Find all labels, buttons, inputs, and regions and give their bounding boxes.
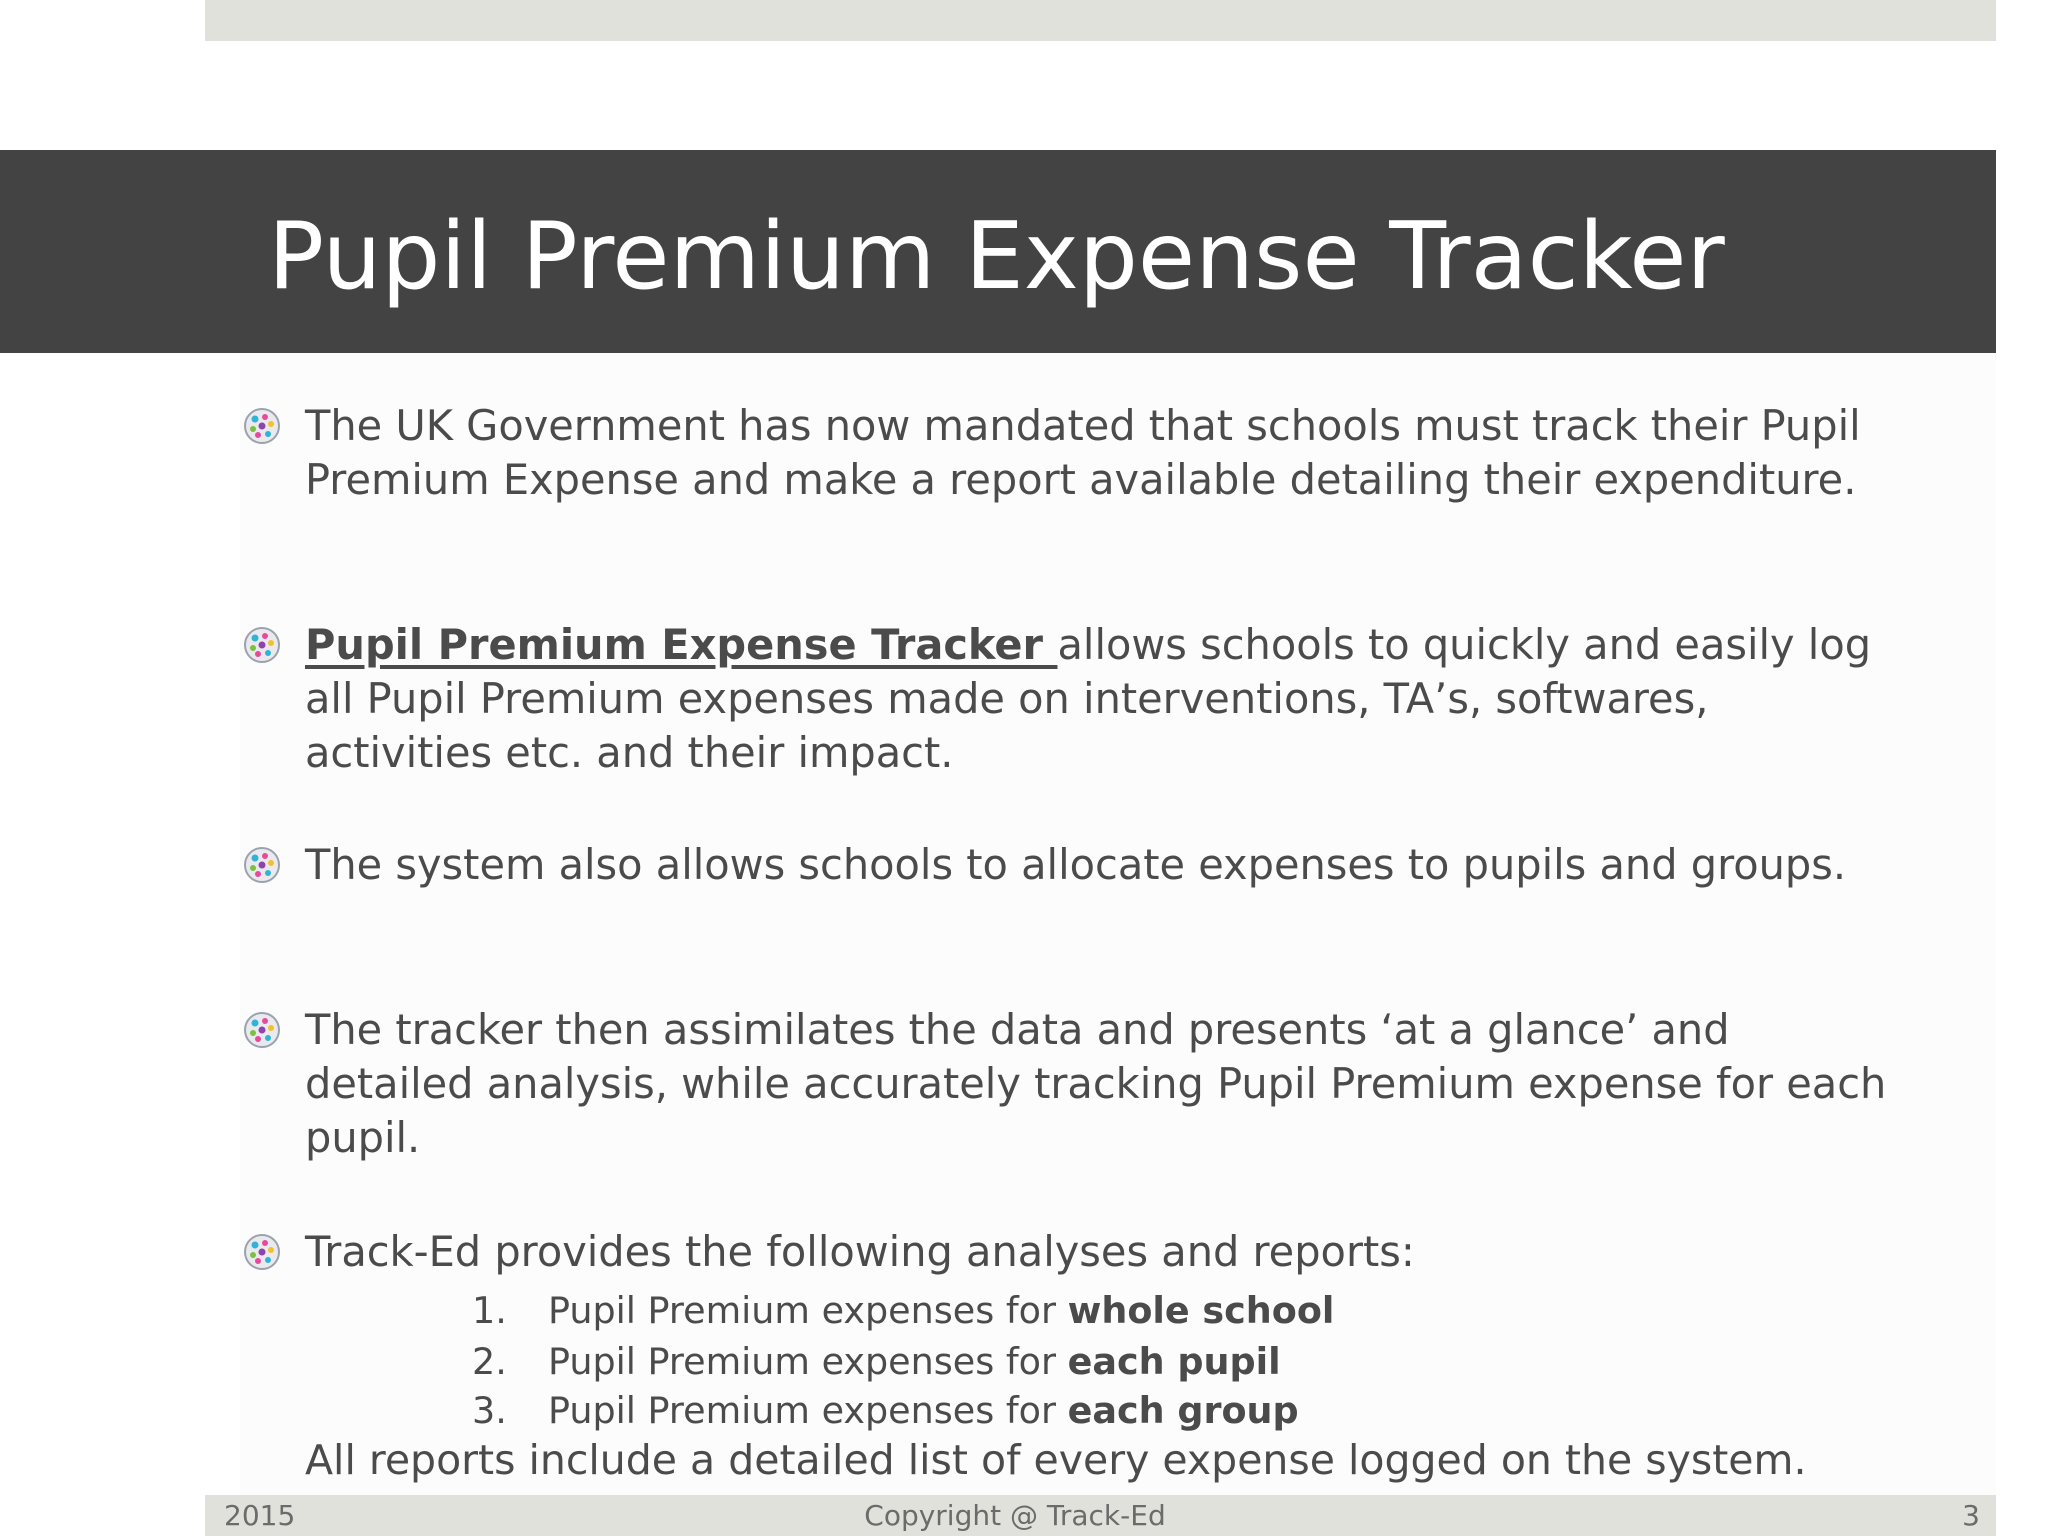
slide-title: Pupil Premium Expense Tracker xyxy=(268,202,1725,310)
bullet-text xyxy=(305,838,1905,892)
report-list-item xyxy=(0,1385,2048,1436)
list-item-emphasis: each pupil xyxy=(1067,1340,1281,1383)
colorful-globe-bullet-icon xyxy=(243,1233,281,1271)
bullet-body: The tracker then assimilates the data and presents ‘at a glance’ and detailed analysis, while accurately tracking Pupil Premium expense for each pupil. xyxy=(305,1005,1887,1162)
top-decorative-bar xyxy=(205,0,1996,41)
list-item-text xyxy=(548,1285,1334,1336)
list-number: 3. xyxy=(472,1389,507,1432)
bullet-body: Track-Ed provides the following analyses and reports: xyxy=(305,1227,1415,1276)
bullet-text xyxy=(305,399,1905,507)
list-item-prefix: Pupil Premium expenses for xyxy=(548,1340,1068,1383)
list-item-emphasis: whole school xyxy=(1067,1289,1335,1332)
list-item-prefix: Pupil Premium expenses for xyxy=(548,1389,1068,1432)
closing-statement: All reports include a detailed list of every expense logged on the system. xyxy=(305,1436,1807,1484)
colorful-globe-bullet-icon xyxy=(243,407,281,445)
colorful-globe-bullet-icon xyxy=(243,846,281,884)
bullet-text xyxy=(305,1003,1905,1165)
report-list-item xyxy=(0,1285,2048,1336)
product-name-link[interactable]: Pupil Premium Expense Tracker xyxy=(305,620,1058,669)
footer-copyright: Copyright @ Track-Ed xyxy=(864,1499,1166,1532)
list-item-text xyxy=(548,1336,1281,1387)
bullet-body: allows schools to quickly and easily log all Pupil Premium expenses made on interventions, TA’s, softwares, activities etc. and their impact. xyxy=(305,620,1872,777)
list-number: 2. xyxy=(472,1340,507,1383)
colorful-globe-bullet-icon xyxy=(243,626,281,664)
list-item-text xyxy=(548,1385,1299,1436)
colorful-globe-bullet-icon xyxy=(243,1011,281,1049)
list-item-prefix: Pupil Premium expenses for xyxy=(548,1289,1068,1332)
list-item-emphasis: each group xyxy=(1067,1389,1299,1432)
bullet-body: The UK Government has now mandated that schools must track their Pupil Premium Expense and make a report available detailing their expenditure. xyxy=(305,401,1861,504)
bullet-body: The system also allows schools to allocate expenses to pupils and groups. xyxy=(305,840,1847,889)
list-number: 1. xyxy=(472,1289,507,1332)
page-number: 3 xyxy=(1962,1499,1980,1532)
footer-year: 2015 xyxy=(224,1499,296,1532)
bullet-text xyxy=(305,618,1905,780)
bullet-text xyxy=(305,1225,1905,1279)
report-list-item xyxy=(0,1336,2048,1387)
